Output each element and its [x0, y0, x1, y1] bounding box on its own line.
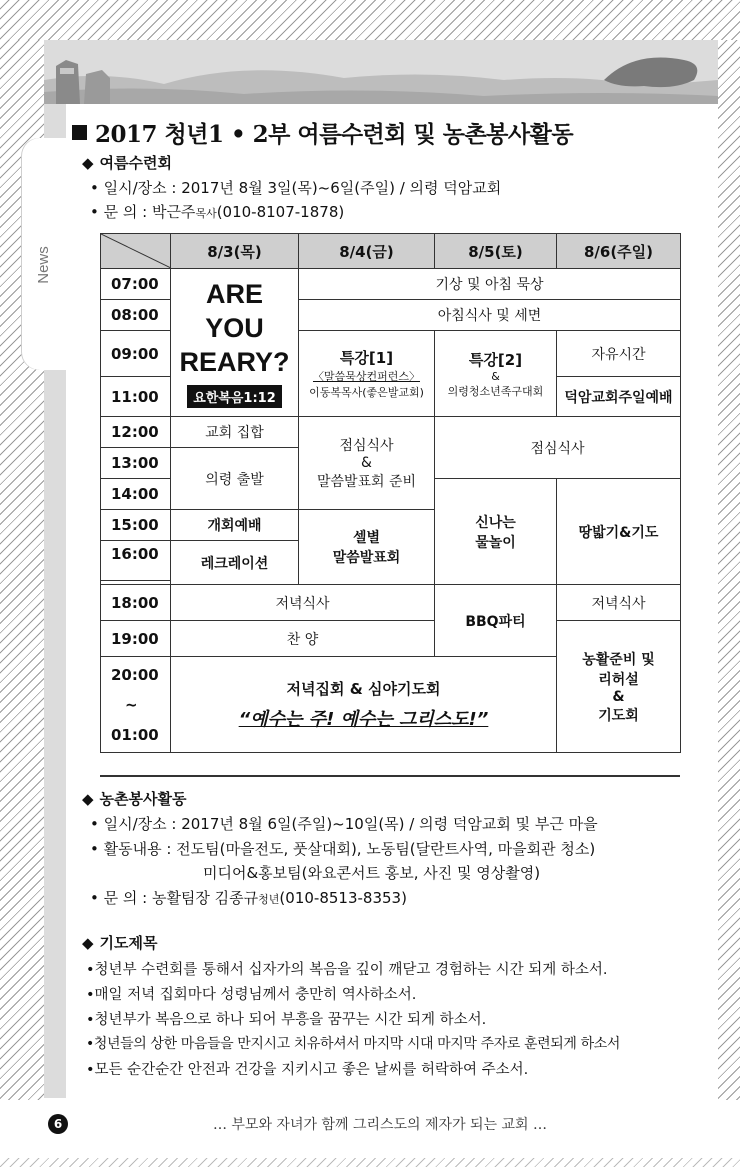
diamond-bullet-icon: ◆ [82, 790, 94, 808]
lecture1-speaker: 이동복목사(좋은발교회) [309, 386, 424, 399]
schedule-entry: 레크레이션 [171, 541, 299, 585]
time-cell: 12:00 [101, 417, 171, 448]
farm-prep-line: & [612, 688, 625, 705]
time-cell: 18:00 [101, 585, 171, 621]
day-header: 8/6(주일) [557, 234, 681, 269]
prayer-item: •청년들의 상한 마음들을 만지시고 치유하셔서 마지막 시대 마지막 주자로 훈련되게 하소서 [86, 1036, 620, 1052]
schedule-entry: 땅밟기&기도 [557, 479, 681, 585]
day-header: 8/5(토) [435, 234, 557, 269]
retreat-heading-text: 여름수련회 [99, 154, 172, 172]
theme-cell [171, 269, 299, 417]
day-header: 8/3(목) [171, 234, 299, 269]
prayer-item: •모든 순간순간 안전과 건강을 지키시고 좋은 날씨를 허락하여 주소서. [86, 1062, 529, 1078]
schedule-entry: BBQ파티 [435, 585, 557, 657]
lunch-friday-line: & [361, 455, 372, 471]
time-cell: ~ [125, 695, 138, 714]
diagonal-line-icon [101, 234, 171, 268]
schedule-entry: 자유시간 [557, 331, 681, 377]
water-play-line: 신나는 [475, 514, 516, 531]
theme-line: ARE [205, 279, 263, 309]
theme-verse: 요한복음1:12 [187, 385, 282, 408]
cell-presentation-line: 셀별 [352, 530, 381, 546]
farm-prep-line: 농활준비 및 [582, 651, 655, 668]
water-play-cell [435, 479, 557, 585]
lecture1-title: 특강[1] [339, 349, 394, 367]
page-number: 6 [48, 1114, 68, 1134]
prayer-item: •청년부가 복음으로 하나 되어 부흥을 꿈꾸는 시간 되게 하소서. [86, 1012, 487, 1028]
lunch-friday-line: 말씀발표회 준비 [316, 474, 417, 490]
time-cell: 16:00 [101, 541, 171, 581]
schedule-table [100, 233, 681, 753]
farm-contact-role: 청년 [258, 893, 280, 906]
prayer-item: •매일 저녁 집회마다 성령님께서 충만히 역사하소서. [86, 987, 417, 1003]
retreat-contact [90, 201, 344, 222]
cell-presentation-line: 말씀발표회 [332, 550, 401, 566]
decorative-hatch-right [718, 40, 740, 1100]
footer-slogan: … 부모와 자녀가 함께 그리스도의 제자가 되는 교회 … [212, 1117, 548, 1133]
evening-service-cell [171, 657, 557, 753]
schedule-entry: 개회예배 [171, 510, 299, 541]
schedule-entry: 저녁식사 [171, 585, 435, 621]
time-cell: 15:00 [101, 510, 171, 541]
retreat-date-place: • 일시/장소 : 2017년 8월 3일(목)~6일(주일) / 의령 덕암교회 [90, 179, 502, 197]
farm-prep-cell [557, 621, 681, 753]
time-cell: 11:00 [101, 377, 171, 417]
retreat-heading [82, 152, 172, 173]
prayer-heading-text: 기도제목 [99, 934, 158, 952]
evening-service-title: 저녁집회 & 심야기도회 [286, 680, 441, 698]
lunch-friday-cell [299, 417, 435, 510]
farm-contact [90, 887, 407, 908]
decorative-hatch-bottom [0, 1158, 740, 1167]
schedule-entry: 점심식사 [435, 417, 681, 479]
time-cell: 20:00 [111, 665, 159, 684]
schedule-entry: 교회 집합 [171, 417, 299, 448]
time-cell-range [101, 657, 171, 753]
retreat-contact-role: 목사 [195, 207, 217, 220]
time-cell: 09:00 [101, 331, 171, 377]
square-bullet-icon [72, 125, 87, 140]
farm-prep-line: 리허설 [598, 671, 639, 688]
schedule-entry: 아침식사 및 세면 [299, 300, 681, 331]
farm-heading-text: 농촌봉사활동 [99, 790, 187, 808]
decorative-hatch-top [0, 0, 740, 40]
farm-contact-phone: (010-8513-8353) [279, 889, 407, 907]
page-title-text: 2017 청년1 • 2부 여름수련회 및 농촌봉사활동 [95, 121, 574, 148]
lecture2-title: 특강[2] [468, 350, 523, 369]
news-tab-label: News [35, 246, 52, 284]
diamond-bullet-icon: ◆ [82, 154, 94, 172]
farm-activity-continued: 미디어&홍보팀(와요콘서트 홍보, 사진 및 영상촬영) [203, 864, 541, 882]
theme-line: REARY? [179, 347, 290, 377]
theme-line: YOU [205, 313, 264, 343]
lunch-friday-line: 점심식사 [339, 438, 394, 454]
lecture1-cell [299, 331, 435, 417]
time-cell: 01:00 [111, 725, 159, 744]
time-cell: 14:00 [101, 479, 171, 510]
schedule-entry: 덕암교회주일예배 [557, 377, 681, 417]
time-cell: 07:00 [101, 269, 171, 300]
retreat-contact-name: • 문 의 : 박근주 [90, 203, 196, 221]
farm-activity: • 활동내용 : 전도팀(마을전도, 풋살대회), 노동팀(달란트사역, 마을회관 청소) [90, 840, 596, 858]
time-cell: 13:00 [101, 448, 171, 479]
schedule-entry: 찬 양 [171, 621, 435, 657]
schedule-entry: 기상 및 아침 묵상 [299, 269, 681, 300]
lecture1-subtitle: 〈말씀묵상컨퍼런스〉 [312, 370, 420, 383]
time-cell: 19:00 [101, 621, 171, 657]
table-bottom-rule [100, 775, 680, 777]
schedule-entry: 저녁식사 [557, 585, 681, 621]
farm-date-place: • 일시/장소 : 2017년 8월 6일(주일)~10일(목) / 의령 덕암교회 및 부근 마을 [90, 815, 598, 833]
diamond-bullet-icon: ◆ [82, 934, 94, 952]
farm-heading [82, 788, 187, 809]
retreat-contact-phone: (010-8107-1878) [216, 203, 345, 221]
banner-landscape-image [44, 40, 718, 104]
farm-contact-name: • 문 의 : 농활팀장 김종규 [90, 889, 259, 907]
prayer-item: •청년부 수련회를 통해서 십자가의 복음을 깊이 깨닫고 경험하는 시간 되게 하소서. [86, 962, 608, 978]
page-title [72, 116, 573, 149]
water-play-line: 물놀이 [475, 534, 516, 551]
lecture2-amp: & [491, 369, 500, 383]
table-corner-cell [101, 234, 171, 269]
lecture2-cell [435, 331, 557, 417]
cell-presentation-cell [299, 510, 435, 585]
day-header: 8/4(금) [299, 234, 435, 269]
prayer-heading [82, 932, 158, 953]
lecture2-subtitle: 의령청소년족구대회 [447, 384, 544, 398]
motto-text: “예수는 주! 예수는 그리스도!” [238, 709, 489, 730]
schedule-entry: 의령 출발 [171, 448, 299, 510]
time-cell: 08:00 [101, 300, 171, 331]
farm-prep-line: 기도회 [598, 707, 639, 724]
